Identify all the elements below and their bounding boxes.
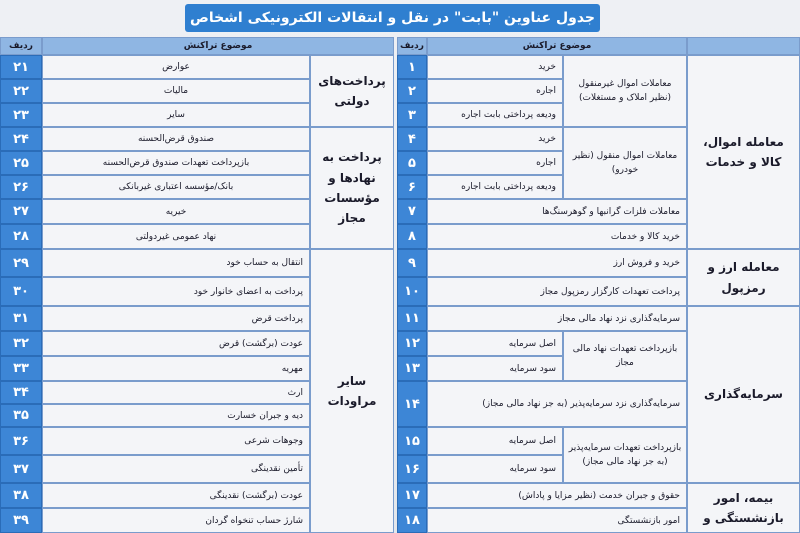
right-row-number: ۷ [397,199,427,224]
left-row-topic: عوارض [42,55,310,79]
left-row-number: ۳۲ [0,331,42,356]
right-row-number: ۱۶ [397,455,427,483]
left-row-topic: بانک/مؤسسه اعتباری غیربانکی [42,175,310,199]
right-row-topic: سود سرمایه [427,356,563,381]
left-row-number: ۳۸ [0,483,42,508]
right-row-topic: پرداخت تعهدات کارگزار رمزپول مجاز [427,277,687,306]
left-row-topic: پرداخت قرض [42,306,310,331]
right-header-topic: موضوع تراکنش [427,37,687,55]
right-row-topic: خرید [427,127,563,151]
right-row-topic: سرمایه‌گذاری نزد سرمایه‌پذیر (به جز نهاد مالی مجاز) [427,381,687,427]
right-header-row: ردیف [397,37,427,55]
left-row-topic: وجوهات شرعی [42,427,310,455]
left-row-number: ۳۱ [0,306,42,331]
left-row-number: ۲۴ [0,127,42,151]
left-row-number: ۳۹ [0,508,42,533]
right-row-number: ۹ [397,249,427,277]
left-row-number: ۳۷ [0,455,42,483]
left-row-number: ۲۱ [0,55,42,79]
left-row-topic: بازپرداخت تعهدات صندوق قرض‌الحسنه [42,151,310,175]
group-currency-crypto: معامله ارز و رمزپول [687,249,800,306]
left-row-number: ۲۳ [0,103,42,127]
left-row-topic: خیریه [42,199,310,224]
left-header-row: ردیف [0,37,42,55]
left-row-number: ۲۲ [0,79,42,103]
right-row-number: ۱۴ [397,381,427,427]
right-row-number: ۱۵ [397,427,427,455]
right-row-topic: امور بازنشستگی [427,508,687,533]
right-row-number: ۱۲ [397,331,427,356]
right-row-topic: اجاره [427,79,563,103]
right-row-topic: اصل سرمایه [427,427,563,455]
left-row-number: ۲۵ [0,151,42,175]
left-row-topic: پرداخت به اعضای خانوار خود [42,277,310,306]
right-row-number: ۸ [397,224,427,249]
right-row-topic: اجاره [427,151,563,175]
left-row-topic: سایر [42,103,310,127]
page-title: جدول عناوین "بابت" در نقل و انتقالات الکترونیکی اشخاص [185,4,600,32]
left-row-topic: تأمین نقدینگی [42,455,310,483]
right-row-topic: ودیعه پرداختی بابت اجاره [427,175,563,199]
left-row-topic: دیه و جبران خسارت [42,404,310,427]
left-row-number: ۳۵ [0,404,42,427]
group-other-transactions: سایر مراودات [310,249,394,533]
right-row-topic: سرمایه‌گذاری نزد نهاد مالی مجاز [427,306,687,331]
left-row-number: ۳۶ [0,427,42,455]
right-row-topic: معاملات فلزات گرانبها و گوهرسنگ‌ها [427,199,687,224]
right-row-number: ۴ [397,127,427,151]
left-row-topic: عودت (برگشت) قرض [42,331,310,356]
left-row-topic: صندوق قرض‌الحسنه [42,127,310,151]
subgroup-investee: بازپرداخت تعهدات سرمایه‌پذیر (به جز نهاد مالی مجاز) [563,427,687,483]
right-row-topic: سود سرمایه [427,455,563,483]
group-institutions: پرداخت به نهادها و مؤسسات مجاز [310,127,394,249]
right-row-number: ۱۰ [397,277,427,306]
left-row-number: ۳۴ [0,381,42,404]
left-row-number: ۲۸ [0,224,42,249]
right-row-topic: حقوق و جبران خدمت (نظیر مزایا و پاداش) [427,483,687,508]
subgroup-movable: معاملات اموال منقول (نظیر خودرو) [563,127,687,199]
left-row-number: ۲۹ [0,249,42,277]
right-row-topic: خرید [427,55,563,79]
right-row-number: ۱۷ [397,483,427,508]
left-row-topic: عودت (برگشت) نقدینگی [42,483,310,508]
right-row-number: ۱۳ [397,356,427,381]
left-row-number: ۳۰ [0,277,42,306]
right-row-number: ۵ [397,151,427,175]
group-assets-goods: معامله اموال، کالا و خدمات [687,55,800,249]
right-row-number: ۳ [397,103,427,127]
right-header-blank [687,37,800,55]
right-row-number: ۱۸ [397,508,427,533]
right-row-topic: ودیعه پرداختی بابت اجاره [427,103,563,127]
right-row-topic: خرید و فروش ارز [427,249,687,277]
left-header-topic: موضوع تراکنش [42,37,394,55]
subgroup-financial-institution: بازپرداخت تعهدات نهاد مالی مجاز [563,331,687,381]
right-row-number: ۱ [397,55,427,79]
right-row-number: ۶ [397,175,427,199]
group-insurance: بیمه، امور بازنشستگی و [687,483,800,533]
left-row-number: ۲۷ [0,199,42,224]
right-row-number: ۲ [397,79,427,103]
group-investment: سرمایه‌گذاری [687,306,800,483]
group-government-payments: پرداخت‌های دولتی [310,55,394,127]
right-row-topic: اصل سرمایه [427,331,563,356]
right-row-number: ۱۱ [397,306,427,331]
left-row-topic: انتقال به حساب خود [42,249,310,277]
left-row-topic: ارث [42,381,310,404]
right-row-topic: خرید کالا و خدمات [427,224,687,249]
left-row-topic: مهریه [42,356,310,381]
left-row-number: ۲۶ [0,175,42,199]
subgroup-immovable: معاملات اموال غیرمنقول (نظیر املاک و مستغلات) [563,55,687,127]
left-row-topic: نهاد عمومی غیردولتی [42,224,310,249]
left-row-topic: مالیات [42,79,310,103]
left-row-number: ۳۳ [0,356,42,381]
left-row-topic: شارژ حساب تنخواه گردان [42,508,310,533]
